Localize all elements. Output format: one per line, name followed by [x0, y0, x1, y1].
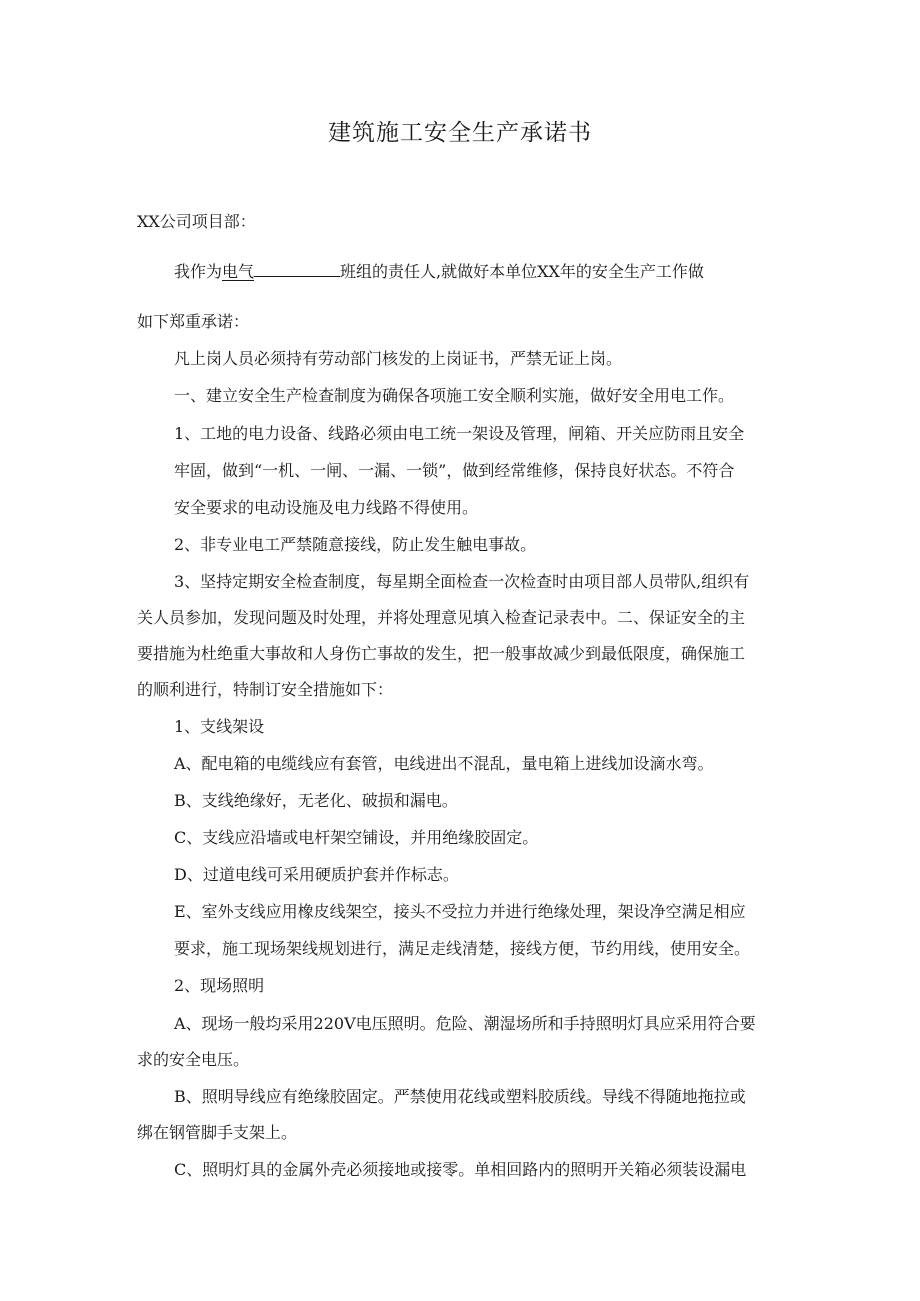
paragraph-line: 2、非专业电工严禁随意接线，防止发生触电事故。	[174, 535, 537, 554]
team-name-field: 电气	[222, 262, 255, 281]
intro-suffix: 班组的责任人,就做好本单位XX年的安全生产工作做	[340, 262, 704, 281]
paragraph-line: C、支线应沿墙或电杆架空铺设，并用绝缘胶固定。	[174, 828, 539, 847]
paragraph-line: B、支线绝缘好，无老化、破损和漏电。	[174, 791, 458, 810]
paragraph-line: 要求，施工现场架线规划进行，满足走线清楚，接线方便，节约用线，使用安全。	[174, 939, 751, 958]
paragraph-line: C、照明灯具的金属外壳必须接地或接零。单相回路内的照明开关箱必须装设漏电	[174, 1160, 747, 1179]
intro-line-2: 如下郑重承诺：	[137, 312, 250, 331]
section-heading: 2、现场照明	[174, 976, 265, 995]
salutation: XX公司项目部：	[137, 212, 256, 231]
paragraph-line: 安全要求的电动设施及电力线路不得使用。	[174, 498, 479, 517]
paragraph-line: 关人员参加，发现问题及时处理，并将处理意见填入检查记录表中。二、保证安全的主	[137, 608, 746, 627]
paragraph-line: 1、工地的电力设备、线路必须由电工统一架设及管理，闸箱、开关应防雨且安全	[174, 424, 745, 443]
paragraph-line: 绑在钢管脚手支架上。	[137, 1123, 298, 1142]
paragraph-line: 3、坚持定期安全检查制度，每星期全面检查一次检查时由项目部人员带队,组织有	[174, 572, 750, 591]
paragraph-line: B、照明导线应有绝缘胶固定。严禁使用花线或塑料胶质线。导线不得随地拖拉或	[174, 1087, 746, 1106]
paragraph-line: 求的安全电压。	[137, 1050, 250, 1069]
paragraph-line: D、过道电线可采用硬质护套并作标志。	[174, 865, 459, 884]
document-title: 建筑施工安全生产承诺书	[328, 120, 592, 146]
paragraph-line: E、室外支线应用橡皮线架空，接头不受拉力并进行绝缘处理，架设净空满足相应	[174, 902, 746, 921]
paragraph-line: 一、建立安全生产检查制度为确保各项施工安全顺利实施，做好安全用电工作。	[174, 386, 735, 405]
paragraph-line: A、配电箱的电缆线应有套管，电线进出不混乱，量电箱上进线加设滴水弯。	[174, 754, 714, 773]
fill-in-blank	[254, 261, 340, 277]
paragraph-line: 要措施为杜绝重大事故和人身伤亡事故的发生，把一般事故减少到最低限度，确保施工	[137, 644, 746, 663]
section-heading: 1、支线架设	[174, 717, 265, 736]
paragraph-line: A、现场一般均采用220V电压照明。危险、潮湿场所和手持照明灯具应采用符合要	[174, 1014, 756, 1033]
paragraph-line: 凡上岗人员必须持有劳动部门核发的上岗证书，严禁无证上岗。	[174, 349, 623, 368]
paragraph-line: 牢固，做到“一机、一闸、一漏、一锁”，做到经常维修，保持良好状态。不符合	[174, 461, 735, 480]
paragraph-line: 的顺利进行，特制订安全措施如下：	[137, 680, 394, 699]
intro-line	[174, 261, 704, 283]
intro-prefix: 我作为	[174, 262, 223, 281]
